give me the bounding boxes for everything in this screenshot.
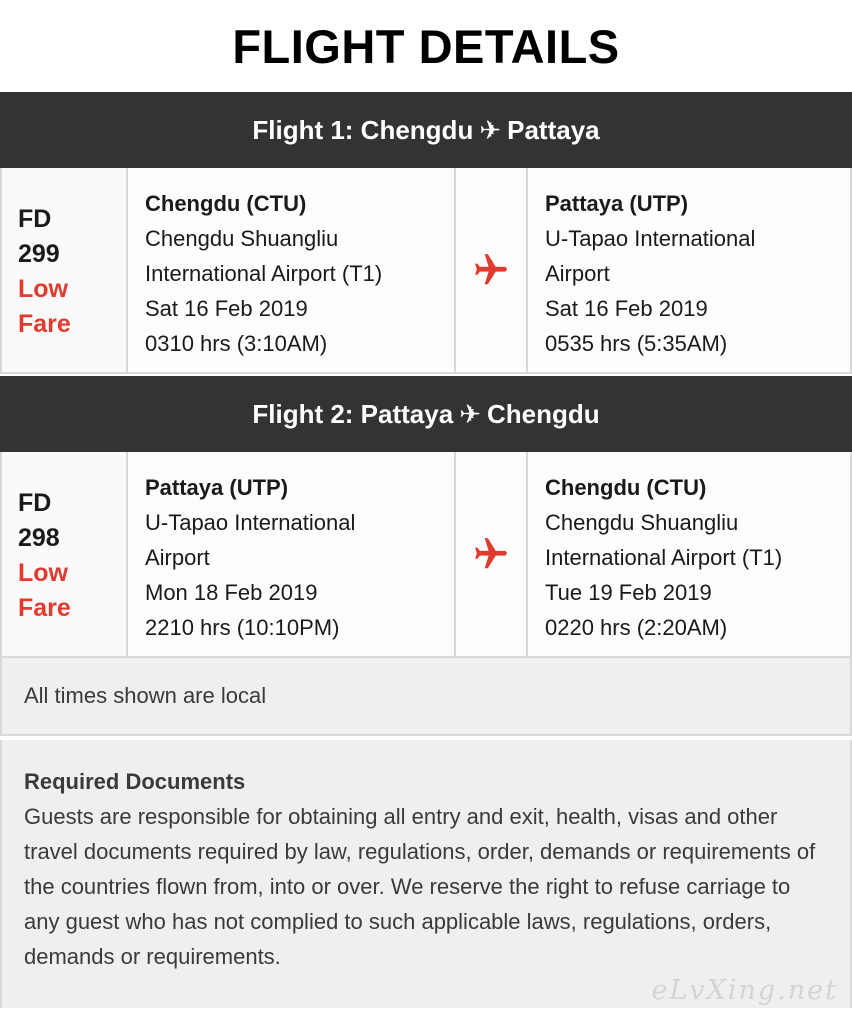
departure-date: Mon 18 Feb 2019 [145,580,318,605]
flight-2-header [0,376,852,452]
local-time-note: All times shown are local [0,658,852,736]
arrival-date: Sat 16 Feb 2019 [545,296,708,321]
flight-2-departure [128,452,456,656]
departure-time: 2210 hrs (10:10PM) [145,615,340,640]
plane-icon: ✈ [479,114,502,145]
watermark: eLvXing.net [651,975,838,1006]
departure-airport-cont: International Airport (T1) [145,261,383,286]
flight-2-row [0,452,852,658]
flight-2-header-from: Flight 2: Pattaya [252,398,454,429]
flight-2-arrival [528,452,852,656]
departure-city: Chengdu (CTU) [145,191,307,216]
fare-type-suffix: Fare [18,310,71,338]
flight-code-number: 298 [18,524,60,552]
documents-title: Required Documents [24,769,246,794]
fare-type-suffix: Fare [18,594,71,622]
airplane-icon [456,452,528,656]
flight-1-row [0,168,852,374]
arrival-city: Chengdu (CTU) [545,475,707,500]
fare-type: Low [18,275,68,303]
arrival-time: 0220 hrs (2:20AM) [545,615,728,640]
flight-1-header-from: Flight 1: Chengdu [252,114,474,145]
arrival-airport-cont: International Airport (T1) [545,545,783,570]
fare-type: Low [18,559,68,587]
arrival-date: Tue 19 Feb 2019 [545,580,712,605]
departure-airport: U-Tapao International [145,510,356,535]
arrival-airport: Chengdu Shuangliu [545,510,739,535]
required-documents [0,740,852,1008]
arrival-city: Pattaya (UTP) [545,191,689,216]
departure-city: Pattaya (UTP) [145,475,289,500]
flight-1-code [2,168,128,372]
departure-time: 0310 hrs (3:10AM) [145,331,328,356]
airplane-icon [456,168,528,372]
flight-1-header [0,92,852,168]
page-title: FLIGHT DETAILS [232,19,620,73]
flight-code-prefix: FD [18,205,52,233]
flight-code-number: 299 [18,240,60,268]
arrival-time: 0535 hrs (5:35AM) [545,331,728,356]
arrival-airport: U-Tapao International [545,226,756,251]
plane-icon: ✈ [459,398,481,429]
flight-1-departure [128,168,456,372]
flight-1-header-to: Pattaya [507,114,600,145]
departure-airport-cont: Airport [145,545,210,570]
flight-1-arrival [528,168,852,372]
departure-airport: Chengdu Shuangliu [145,226,339,251]
arrival-airport-cont: Airport [545,261,610,286]
flight-2-code [2,452,128,656]
flight-2-header-to: Chengdu [486,398,600,429]
departure-date: Sat 16 Feb 2019 [145,296,308,321]
documents-body: Guests are responsible for obtaining all entry and exit, health, visas and other travel documents required by law, regulations, order, demands or requirements of the countries flown from, into or over. We reserve the right to refuse carriage to any guest who has not complied to such applicable laws, regulations, orders, demands or requirements. [24,804,816,969]
flight-code-prefix: FD [18,489,52,517]
